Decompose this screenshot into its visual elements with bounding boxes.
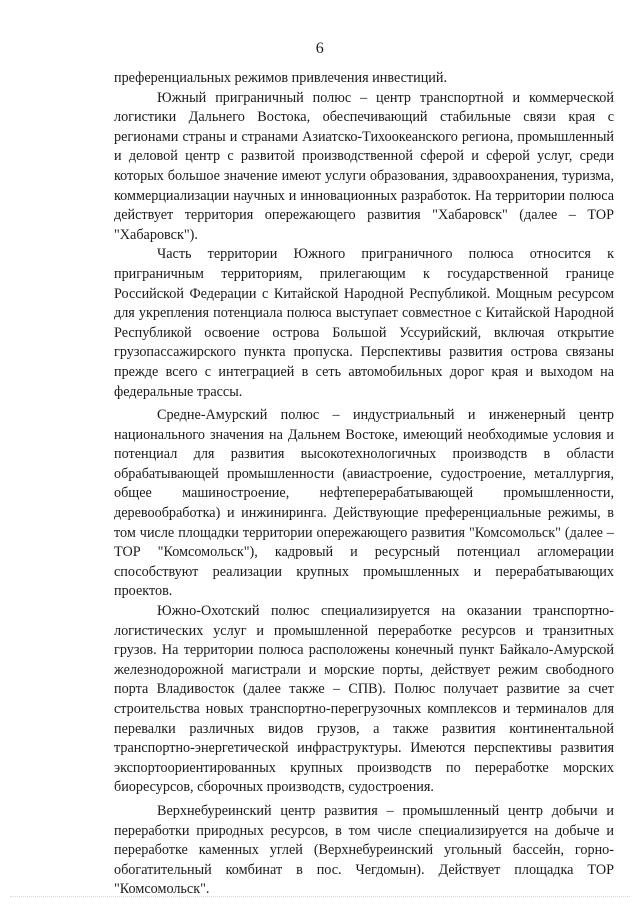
scan-artifact-line bbox=[10, 896, 630, 899]
paragraph-border-territories: Часть территории Южного приграничного полюса относится к приграничным территориям, прилегающим к государственной границе Российской Федерации с Китайской Народной Республикой. Мощным ресурсом для укрепления потенциала полюса выступает совместное с Китайской Народной Республикой освоение острова Большой Уссурийский, включая открытие грузопассажирского пункта пропуска. Перспективы развития острова связаны прежде всего с интеграцией в сеть автомобильных дорог края и выходом на федеральные трассы. bbox=[114, 246, 614, 400]
document-body bbox=[114, 69, 614, 900]
page-number: 6 bbox=[315, 40, 325, 57]
paragraph-middle-amur-pole: Средне-Амурский полюс – индустриальный и инженерный центр национального значения на Дальнем Востоке, имеющий необходимые условия и потенциал для развития высокотехнологичных производств в области обрабатывающей промышленности (авиастроение, судостроение, металлургия, общее машиностроение, нефтеперерабатывающей промышленности, деревообработка) и инжиниринга. Действующие преференциальные режимы, в том числе площадки территории опережающего развития "Комсомольск" (далее – ТОР "Комсомольск"), кадровый и ресурсный потенциал агломерации способствуют реализации крупных промышленных и перерабатывающих проектов. bbox=[114, 407, 614, 600]
paragraph-south-okhotsk-pole: Южно-Охотский полюс специализируется на оказании транспортно-логистических услуг и промышленной переработке ресурсов и транзитных грузов. На территории полюса расположены конечный пункт Байкало-Амурской железнодорожной магистрали и морские порты, действует режим свободного порта Владивосток (далее также – СПВ). Полюс получает развитие за счет строительства новых транспортно-перегрузочных комплексов и терминалов для перевалки различных видов грузов, а также развития континентальной транспортно-энергетической инфраструктуры. Имеются перспективы развития экспортоориентированных крупных производств по переработке морских биоресурсов, сборочных производств, судостроения. bbox=[114, 603, 614, 796]
paragraph-verkhnebureinsky-center: Верхнебуреинский центр развития – промышленный центр добычи и переработки природных ресурсов, в том числе специализируется на добыче и переработке каменных углей (Верхнебуреинский угольный бассейн, горно-обогатительный комбинат в пос. Чегдомын). Действует площадка ТОР "Комсомольск". bbox=[114, 802, 614, 898]
paragraph-southern-pole: Южный приграничный полюс – центр транспортной и коммерческой логистики Дальнего Востока, обеспечивающий стабильные связи края с регионами страны и странами Азиатско-Тихоокеанского региона, промышленный и деловой центр с развитой производственной сферой и сферой услуг, среди которых большое значение имеют услуги образования, здравоохранения, туризма, коммерциализации научных и инновационных разработок. На территории полюса действует территория опережающего развития "Хабаровск" (далее – ТОР "Хабаровск"). bbox=[114, 89, 614, 243]
paragraph-continuation: преференциальных режимов привлечения инвестиций. bbox=[114, 70, 448, 86]
